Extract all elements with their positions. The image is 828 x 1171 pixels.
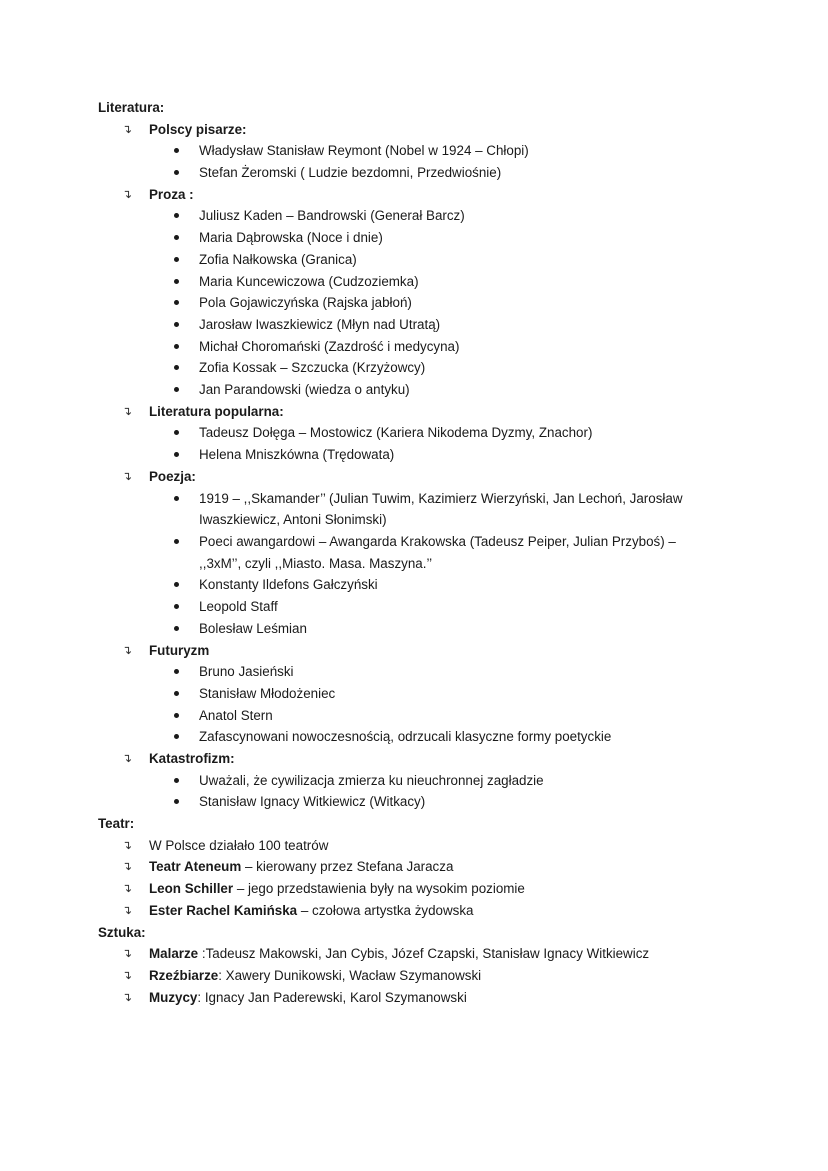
list-item-text: Maria Kuncewiczowa (Cudzoziemka) bbox=[199, 273, 419, 289]
list-item-text: Helena Mniszkówna (Trędowata) bbox=[199, 447, 395, 463]
list-item bbox=[0, 987, 828, 1009]
document bbox=[0, 97, 828, 1008]
section-title-literatura: Literatura: bbox=[98, 100, 165, 115]
bullet-dot-icon bbox=[174, 582, 179, 587]
item-text: W Polsce działało 100 teatrów bbox=[149, 837, 329, 853]
bullet-dot-icon bbox=[174, 148, 179, 153]
list-item bbox=[0, 271, 828, 293]
list-item bbox=[0, 574, 828, 596]
item-bold-label: Rzeźbiarze bbox=[149, 967, 219, 983]
item-text: :Tadeusz Makowski, Jan Cybis, Józef Czapski, Stanisław Ignacy Witkiewicz bbox=[198, 946, 650, 962]
section-title-sztuka: Sztuka: bbox=[98, 924, 146, 940]
bullet-dot-icon bbox=[174, 257, 179, 262]
hooked-arrow-icon: ↴ bbox=[122, 403, 133, 418]
list-item-text: Jarosław Iwaszkiewicz (Młyn nad Utratą) bbox=[199, 316, 441, 332]
list-item-text: Stanisław Młodożeniec bbox=[199, 685, 336, 701]
hooked-arrow-icon: ↴ bbox=[122, 642, 133, 657]
list-item-text: Uważali, że cywilizacja zmierza ku nieuchronnej zagładzie bbox=[199, 772, 544, 788]
bullet-dot-icon bbox=[174, 365, 179, 370]
subsection-heading bbox=[0, 640, 828, 662]
list-item bbox=[0, 314, 828, 336]
list-item-text: Konstanty Ildefons Gałczyński bbox=[199, 577, 378, 593]
list-item bbox=[0, 943, 828, 965]
subsection-heading bbox=[0, 466, 828, 488]
list-item bbox=[0, 661, 828, 683]
list-item bbox=[0, 965, 828, 987]
list-item bbox=[0, 705, 828, 727]
hooked-arrow-icon: ↴ bbox=[122, 881, 133, 896]
list-item bbox=[0, 900, 828, 922]
list-item bbox=[0, 856, 828, 878]
list-item bbox=[0, 618, 828, 640]
list-item bbox=[0, 336, 828, 358]
bullet-dot-icon bbox=[174, 539, 179, 544]
bullet-dot-icon bbox=[174, 452, 179, 457]
list-item bbox=[0, 683, 828, 705]
hooked-arrow-icon: ↴ bbox=[122, 468, 133, 483]
list-item-text: Stanisław Ignacy Witkiewicz (Witkacy) bbox=[199, 794, 426, 810]
list-item-text: Bruno Jasieński bbox=[199, 664, 294, 680]
list-item bbox=[0, 770, 828, 792]
list-item-text: Maria Dąbrowska (Noce i dnie) bbox=[199, 230, 383, 246]
list-item-text: Poeci awangardowi – Awangarda Krakowska (Tadeusz Peiper, Julian Przyboś) – ,,3xM’’, czyli ,,Miasto. Masa. Maszyna.’’ bbox=[199, 533, 676, 571]
list-item bbox=[0, 422, 828, 444]
bullet-dot-icon bbox=[174, 170, 179, 175]
bullet-dot-icon bbox=[174, 387, 179, 392]
list-item bbox=[0, 878, 828, 900]
bullet-dot-icon bbox=[174, 344, 179, 349]
list-item bbox=[0, 162, 828, 184]
bullet-dot-icon bbox=[174, 322, 179, 327]
list-item-text: Leopold Staff bbox=[199, 599, 278, 615]
list-item bbox=[0, 227, 828, 249]
list-item-text: Stefan Żeromski ( Ludzie bezdomni, Przedwiośnie) bbox=[199, 165, 502, 181]
bullet-dot-icon bbox=[174, 734, 179, 739]
subsection-label: Polscy pisarze: bbox=[149, 121, 247, 137]
list-item bbox=[0, 531, 828, 574]
subsection-label: Poezja: bbox=[149, 468, 196, 484]
list-item bbox=[0, 791, 828, 813]
list-item-text: Zofia Nałkowska (Granica) bbox=[199, 251, 357, 267]
list-item bbox=[0, 726, 828, 748]
hooked-arrow-icon: ↴ bbox=[122, 859, 133, 874]
list-item bbox=[0, 292, 828, 314]
bullet-dot-icon bbox=[174, 626, 179, 631]
list-item bbox=[0, 596, 828, 618]
subsection-heading bbox=[0, 748, 828, 770]
bullet-dot-icon bbox=[174, 604, 179, 609]
hooked-arrow-icon: ↴ bbox=[122, 121, 133, 136]
list-item-text: Zafascynowani nowoczesnością, odrzucali klasyczne formy poetyckie bbox=[199, 729, 612, 745]
list-item bbox=[0, 140, 828, 162]
list-item-text: Anatol Stern bbox=[199, 707, 273, 723]
list-item bbox=[0, 444, 828, 466]
bullet-dot-icon bbox=[174, 235, 179, 240]
item-text: – jego przedstawienia były na wysokim poziomie bbox=[233, 881, 525, 897]
bullet-dot-icon bbox=[174, 669, 179, 674]
list-item-text: 1919 – ,,Skamander’’ (Julian Tuwim, Kazimierz Wierzyński, Jan Lechoń, Jarosław Iwaszkiewicz, Antoni Słonimski) bbox=[199, 490, 683, 528]
list-item-text: Tadeusz Dołęga – Mostowicz (Kariera Nikodema Dyzmy, Znachor) bbox=[199, 425, 593, 441]
bullet-dot-icon bbox=[174, 713, 179, 718]
hooked-arrow-icon: ↴ bbox=[122, 946, 133, 961]
list-item bbox=[0, 249, 828, 271]
subsection-label: Futuryzm bbox=[149, 642, 210, 658]
list-item bbox=[0, 205, 828, 227]
list-item-text: Michał Choromański (Zazdrość i medycyna) bbox=[199, 338, 460, 354]
hooked-arrow-icon: ↴ bbox=[122, 902, 133, 917]
subsection-heading bbox=[0, 401, 828, 423]
list-item bbox=[0, 488, 828, 531]
item-text: : Ignacy Jan Paderewski, Karol Szymanowski bbox=[197, 989, 467, 1005]
item-text: – czołowa artystka żydowska bbox=[297, 902, 474, 918]
bullet-dot-icon bbox=[174, 213, 179, 218]
subsection-label: Proza : bbox=[149, 186, 194, 202]
list-item-text: Jan Parandowski (wiedza o antyku) bbox=[199, 382, 410, 398]
hooked-arrow-icon: ↴ bbox=[122, 989, 133, 1004]
bullet-dot-icon bbox=[174, 300, 179, 305]
list-item-text: Zofia Kossak – Szczucka (Krzyżowcy) bbox=[199, 360, 426, 376]
item-text: : Xawery Dunikowski, Wacław Szymanowski bbox=[218, 967, 482, 983]
bullet-dot-icon bbox=[174, 430, 179, 435]
bullet-dot-icon bbox=[174, 778, 179, 783]
item-bold-label: Teatr Ateneum bbox=[149, 859, 242, 875]
bullet-dot-icon bbox=[174, 279, 179, 284]
list-item-text: Władysław Stanisław Reymont (Nobel w 1924 – Chłopi) bbox=[199, 143, 529, 159]
hooked-arrow-icon: ↴ bbox=[122, 751, 133, 765]
hooked-arrow-icon: ↴ bbox=[122, 837, 133, 852]
item-bold-label: Malarze bbox=[149, 946, 199, 962]
subsection-heading bbox=[0, 119, 828, 141]
list-item-text: Juliusz Kaden – Bandrowski (Generał Barcz) bbox=[199, 208, 465, 224]
item-text: – kierowany przez Stefana Jaracza bbox=[241, 859, 454, 875]
subsection-heading bbox=[0, 184, 828, 206]
subsection-label: Katastrofizm: bbox=[149, 751, 235, 766]
bullet-dot-icon bbox=[174, 496, 179, 501]
item-bold-label: Leon Schiller bbox=[149, 881, 234, 897]
list-item bbox=[0, 379, 828, 401]
list-item-text: Pola Gojawiczyńska (Rajska jabłoń) bbox=[199, 295, 412, 311]
hooked-arrow-icon: ↴ bbox=[122, 967, 133, 982]
list-item bbox=[0, 357, 828, 379]
item-bold-label: Muzycy bbox=[149, 989, 198, 1005]
subsection-label: Literatura popularna: bbox=[149, 403, 284, 419]
bullet-dot-icon bbox=[174, 691, 179, 696]
list-item bbox=[0, 835, 828, 857]
section-title-teatr: Teatr: bbox=[98, 816, 135, 832]
hooked-arrow-icon: ↴ bbox=[122, 186, 133, 201]
bullet-dot-icon bbox=[174, 799, 179, 804]
list-item-text: Bolesław Leśmian bbox=[199, 620, 307, 636]
item-bold-label: Ester Rachel Kamińska bbox=[149, 902, 298, 918]
